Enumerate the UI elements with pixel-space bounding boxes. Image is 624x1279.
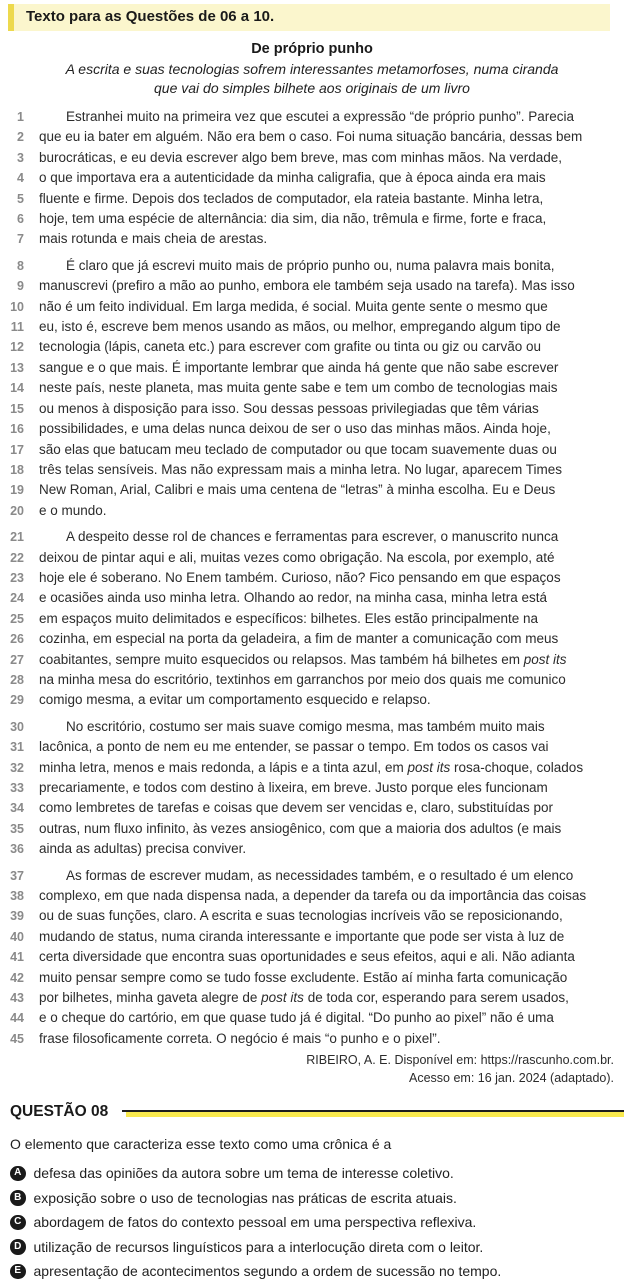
line-text: muito pensar sempre como se tudo fosse excludente. Estão aí minha farta comunicação [39, 969, 568, 985]
line-number: 3 [17, 150, 24, 165]
passage-line [0, 317, 624, 337]
passage-line [0, 927, 624, 947]
passage-subtitle-line-1: A escrita e suas tecnologias sofrem interessantes metamorfoses, numa ciranda [65, 61, 559, 77]
line-number: 9 [17, 279, 24, 294]
line-number: 2 [17, 130, 24, 145]
passage-line [0, 690, 624, 710]
passage-line [0, 650, 624, 670]
passage-line [0, 988, 624, 1008]
passage-line [0, 480, 624, 500]
line-number: 27 [10, 652, 24, 667]
line-text: A despeito desse rol de chances e ferramentas para escrever, o manuscrito nunca [66, 529, 559, 545]
passage-line [0, 886, 624, 906]
passage-line [0, 297, 624, 317]
line-number: 1 [17, 110, 24, 124]
passage-header-band [8, 4, 610, 31]
passage-line [0, 1008, 624, 1028]
line-number: 6 [17, 212, 24, 227]
passage-line [0, 798, 624, 818]
line-text: coabitantes, sempre muito esquecidos ou relapsos. Mas também há bilhetes em post its [39, 651, 567, 667]
line-number: 20 [10, 503, 24, 518]
question-header [0, 1103, 624, 1121]
line-text: hoje ele é soberano. No Enem também. Curioso, não? Fico pensando em que espaços [39, 569, 561, 585]
line-number: 18 [10, 462, 24, 477]
option-letter-icon[interactable]: B [10, 1190, 26, 1206]
line-text: o que importava era a autenticidade da minha caligrafia, que à época ainda era mais [39, 170, 546, 186]
passage-line [0, 229, 624, 249]
line-number: 25 [10, 611, 24, 626]
question-stem: O elemento que caracteriza esse texto como uma crônica é a [10, 1136, 392, 1153]
passage-line [0, 107, 624, 127]
line-number: 26 [10, 632, 24, 647]
option-e[interactable] [10, 1263, 614, 1279]
line-text: comigo mesma, a evitar um comportamento esquecido e relapso. [39, 692, 431, 708]
line-number: 45 [10, 1031, 24, 1046]
option-text: abordagem de fatos do contexto pessoal em uma perspectiva reflexiva. [33, 1214, 477, 1231]
line-number: 42 [10, 970, 24, 985]
line-number: 37 [10, 868, 24, 883]
passage-line [0, 358, 624, 378]
line-text: e ocasiões ainda uso minha letra. Olhando ao redor, na minha casa, minha letra está [39, 590, 548, 606]
line-number: 14 [10, 381, 24, 396]
line-text: não é um feito individual. Em larga medida, é social. Muita gente sente o mesmo que [39, 298, 548, 314]
line-number: 44 [10, 1011, 24, 1026]
line-number: 24 [10, 591, 24, 606]
passage-line [0, 276, 624, 296]
line-number: 35 [10, 821, 24, 836]
line-number: 13 [10, 360, 24, 375]
line-text: sangue e o que mais. É importante lembrar que ainda há gente que não sabe escrever [39, 359, 559, 375]
option-a[interactable] [10, 1165, 614, 1181]
line-text: New Roman, Arial, Calibri e mais uma centena de “letras” à minha escolha. Eu e Deus [39, 482, 556, 498]
line-text: As formas de escrever mudam, as necessidades também, e o resultado é um elenco [66, 867, 574, 883]
line-text: eu, isto é, escreve bem menos usando as mãos, ou melhor, empregando algum tipo de [39, 319, 561, 335]
line-text: manuscrevi (prefiro a mão ao punho, embora ele também seja usado na tarefa). Mas isso [39, 278, 575, 294]
line-text: possibilidades, e uma delas nunca deixou de ser o uso das minhas mãos. Ainda hoje, [39, 421, 551, 437]
passage-line [0, 168, 624, 188]
line-number: 32 [10, 760, 24, 775]
passage-subtitle [0, 60, 624, 98]
line-text: que eu ia bater em alguém. Não era bem o caso. Foi numa situação bancária, dessas bem [39, 129, 583, 145]
rule-yellow-line [126, 1112, 624, 1117]
passage-line [0, 399, 624, 419]
line-number: 19 [10, 483, 24, 498]
line-number: 40 [10, 929, 24, 944]
line-text: na minha mesa do escritório, textinhos em garranchos por meio dos quais me comunico [39, 671, 566, 687]
line-text: são elas que batucam meu teclado de computador ou que tocam suavemente duas ou [39, 441, 557, 457]
line-text: e o cheque do cartório, em que quase tudo já é digital. “Do punho ao pixel” não é uma [39, 1010, 554, 1026]
passage-line [0, 737, 624, 757]
line-number: 39 [10, 909, 24, 924]
option-letter-icon[interactable]: D [10, 1239, 26, 1255]
line-text: Estranhei muito na primeira vez que escutei a expressão “de próprio punho”. Parecia [66, 109, 575, 124]
line-text: lacônica, a ponto de nem eu me entender, se passar o tempo. Em todos os casos vai [39, 739, 549, 755]
passage-line [0, 866, 624, 886]
passage-line [0, 906, 624, 926]
line-number: 23 [10, 570, 24, 585]
option-c[interactable] [10, 1214, 614, 1230]
passage-line [0, 717, 624, 737]
passage-line [0, 148, 624, 168]
passage-lines [0, 107, 624, 1049]
passage-line [0, 189, 624, 209]
line-number: 11 [10, 320, 24, 335]
line-number: 16 [10, 422, 24, 437]
attribution-line-1: RIBEIRO, A. E. Disponível em: https://rascunho.com.br. [306, 1053, 614, 1068]
line-text: por bilhetes, minha gaveta alegre de post its de toda cor, esperando para serem usados, [39, 990, 569, 1006]
passage-line [0, 819, 624, 839]
line-text: fluente e firme. Depois dos teclados de computador, ela rateia bastante. Minha letra, [39, 190, 544, 206]
passage-line [0, 1029, 624, 1049]
line-text: minha letra, menos e mais redonda, a lápis e a tinta azul, em post its rosa-choque, colados [39, 759, 584, 775]
line-number: 36 [10, 842, 24, 857]
line-text: como lembretes de tarefas e coisas que devem ser vencidas e, claro, substituídas por [39, 800, 554, 816]
passage-header-label: Texto para as Questões de 06 a 10. [26, 8, 275, 25]
line-text: certa diversidade que encontra suas oportunidades e seus efeitos, aqui e ali. Não adianta [39, 949, 575, 965]
passage-line [0, 337, 624, 357]
passage-line [0, 968, 624, 988]
option-letter-icon[interactable]: A [10, 1166, 26, 1182]
line-number: 15 [10, 401, 24, 416]
passage-title: De próprio punho [251, 41, 373, 57]
passage-line [0, 758, 624, 778]
line-text: cozinha, em especial na porta da geladeira, a fim de manter a comunicação com meus [39, 631, 559, 647]
passage-line [0, 568, 624, 588]
passage-line [0, 548, 624, 568]
passage-line [0, 209, 624, 229]
line-number: 12 [10, 340, 24, 355]
passage-attribution [0, 1052, 614, 1087]
line-number: 43 [10, 991, 24, 1006]
line-text: mudando de status, numa ciranda interessante e importante que pode ser vista à luz de [39, 928, 565, 944]
passage-line [0, 256, 624, 276]
line-number: 29 [10, 693, 24, 708]
passage-line [0, 670, 624, 690]
passage-line [0, 947, 624, 967]
line-number: 31 [10, 740, 24, 755]
line-number: 30 [10, 719, 24, 734]
option-d[interactable] [10, 1239, 614, 1255]
passage-line [0, 588, 624, 608]
options-list [10, 1165, 614, 1279]
line-number: 28 [10, 672, 24, 687]
passage-line [0, 440, 624, 460]
line-text: hoje, tem uma espécie de alternância: dia sim, dia não, trêmula e firme, forte e fraca, [39, 211, 547, 227]
line-number: 8 [17, 258, 24, 273]
question-block [0, 1103, 624, 1279]
passage-line [0, 460, 624, 480]
line-text: No escritório, costumo ser mais suave comigo mesma, mas também muito mais [66, 718, 545, 734]
line-text: outras, num fluxo infinito, às vezes ansiogênico, com que a maioria dos adultos (e mais [39, 820, 562, 836]
passage-subtitle-line-2: que vai do simples bilhete aos originais de um livro [154, 80, 470, 96]
line-number: 10 [10, 299, 24, 314]
line-text: ainda as adultas) precisa conviver. [39, 841, 247, 857]
option-letter-icon[interactable]: E [10, 1264, 26, 1279]
line-number: 21 [10, 530, 24, 545]
passage-line [0, 629, 624, 649]
line-text: ou de suas funções, claro. A escrita e suas tecnologias incríveis vão se reposicionando, [39, 908, 563, 924]
line-number: 34 [10, 801, 24, 816]
option-text: exposição sobre o uso de tecnologias nas práticas de escrita atuais. [33, 1189, 457, 1206]
line-text: três telas sensíveis. Mas não expressam mais a minha letra. No lugar, aparecem Times [39, 461, 562, 477]
line-text: É claro que já escrevi muito mais de próprio punho ou, numa palavra mais bonita, [66, 257, 555, 273]
line-number: 17 [10, 442, 24, 457]
line-text: neste país, neste planeta, mas muita gente sabe e tem um combo de tecnologias mais [39, 380, 558, 396]
question-number-label: QUESTÃO 08 [10, 1103, 109, 1121]
passage-line [0, 378, 624, 398]
option-text: utilização de recursos linguísticos para a interlocução direta com o leitor. [33, 1238, 484, 1255]
passage-line [0, 778, 624, 798]
line-text: mais rotunda e mais cheia de arestas. [39, 231, 268, 247]
line-text: frase filosoficamente correta. O negócio é mais “o punho e o pixel”. [39, 1030, 441, 1046]
line-text: ou menos à disposição para isso. Sou dessas pessoas privilegiadas que têm várias [39, 400, 539, 416]
line-number: 4 [17, 171, 24, 186]
attribution-line-2: Acesso em: 16 jan. 2024 (adaptado). [409, 1070, 614, 1085]
line-number: 38 [10, 889, 24, 904]
passage-line [0, 419, 624, 439]
line-text: em espaços muito delimitados e específicos: bilhetes. Eles estão principalmente na [39, 610, 539, 626]
line-number: 5 [17, 191, 24, 206]
passage-line [0, 127, 624, 147]
option-text: defesa das opiniões da autora sobre um tema de interesse coletivo. [33, 1165, 454, 1182]
passage-line [0, 527, 624, 547]
line-text: deixou de pintar aqui e ali, muitas vezes como obrigação. Na escola, por exemplo, até [39, 549, 555, 565]
option-b[interactable] [10, 1190, 614, 1206]
passage-line [0, 501, 624, 521]
passage-line [0, 609, 624, 629]
question-header-rule [122, 1108, 624, 1118]
line-text: e o mundo. [39, 502, 107, 518]
line-text: precariamente, e todos com destino à lixeira, em breve. Justo porque eles funcionam [39, 780, 548, 795]
line-text: complexo, em que nada dispensa nada, a depender da tarefa ou da importância das coisas [39, 888, 587, 904]
passage-line [0, 839, 624, 859]
line-number: 7 [17, 232, 24, 247]
line-number: 41 [10, 950, 24, 965]
line-number: 33 [10, 781, 24, 795]
line-text: burocráticas, e eu devia escrever algo bem breve, mas com minhas mãos. Na verdade, [39, 149, 562, 165]
line-number: 22 [10, 550, 24, 565]
line-text: tecnologia (lápis, caneta etc.) para escrever com grafite ou tinta ou giz ou carvão ou [39, 339, 542, 355]
option-text: apresentação de acontecimentos segundo a ordem de sucessão no tempo. [33, 1263, 502, 1279]
option-letter-icon[interactable]: C [10, 1215, 26, 1231]
